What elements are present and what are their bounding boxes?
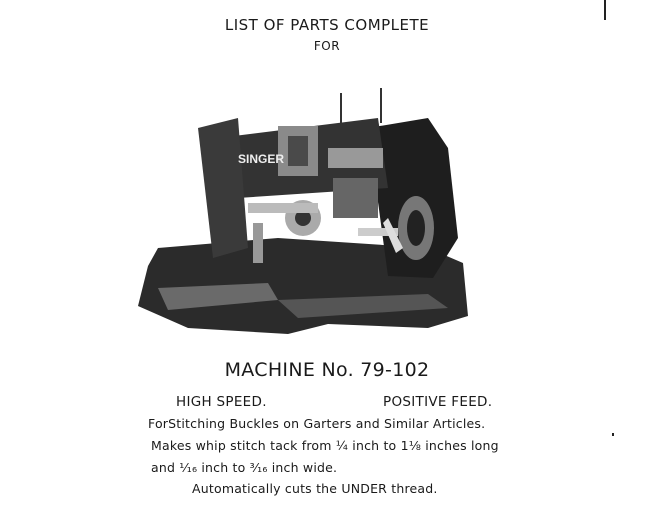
scan-mark	[612, 433, 614, 436]
scan-mark	[604, 0, 606, 20]
machine-number: MACHINE No. 79-102	[224, 359, 430, 381]
description-line-2: Makes whip stitch tack from ¼ inch to 1⅛ inches long	[151, 438, 499, 453]
feature-feed: POSITIVE FEED.	[383, 394, 493, 410]
description-line-3: and ¹⁄₁₆ inch to ³⁄₁₆ inch wide.	[151, 460, 338, 475]
brand-label: SINGER	[238, 152, 285, 166]
description-line-1: ForStitching Buckles on Garters and Similar Articles.	[148, 416, 486, 431]
page-title: LIST OF PARTS COMPLETE	[224, 16, 430, 34]
feature-speed: HIGH SPEED.	[176, 394, 267, 410]
sewing-machine-illustration	[128, 88, 473, 343]
description-line-4: Automatically cuts the UNDER thread.	[192, 481, 438, 496]
page-subtitle: FOR	[313, 39, 341, 53]
